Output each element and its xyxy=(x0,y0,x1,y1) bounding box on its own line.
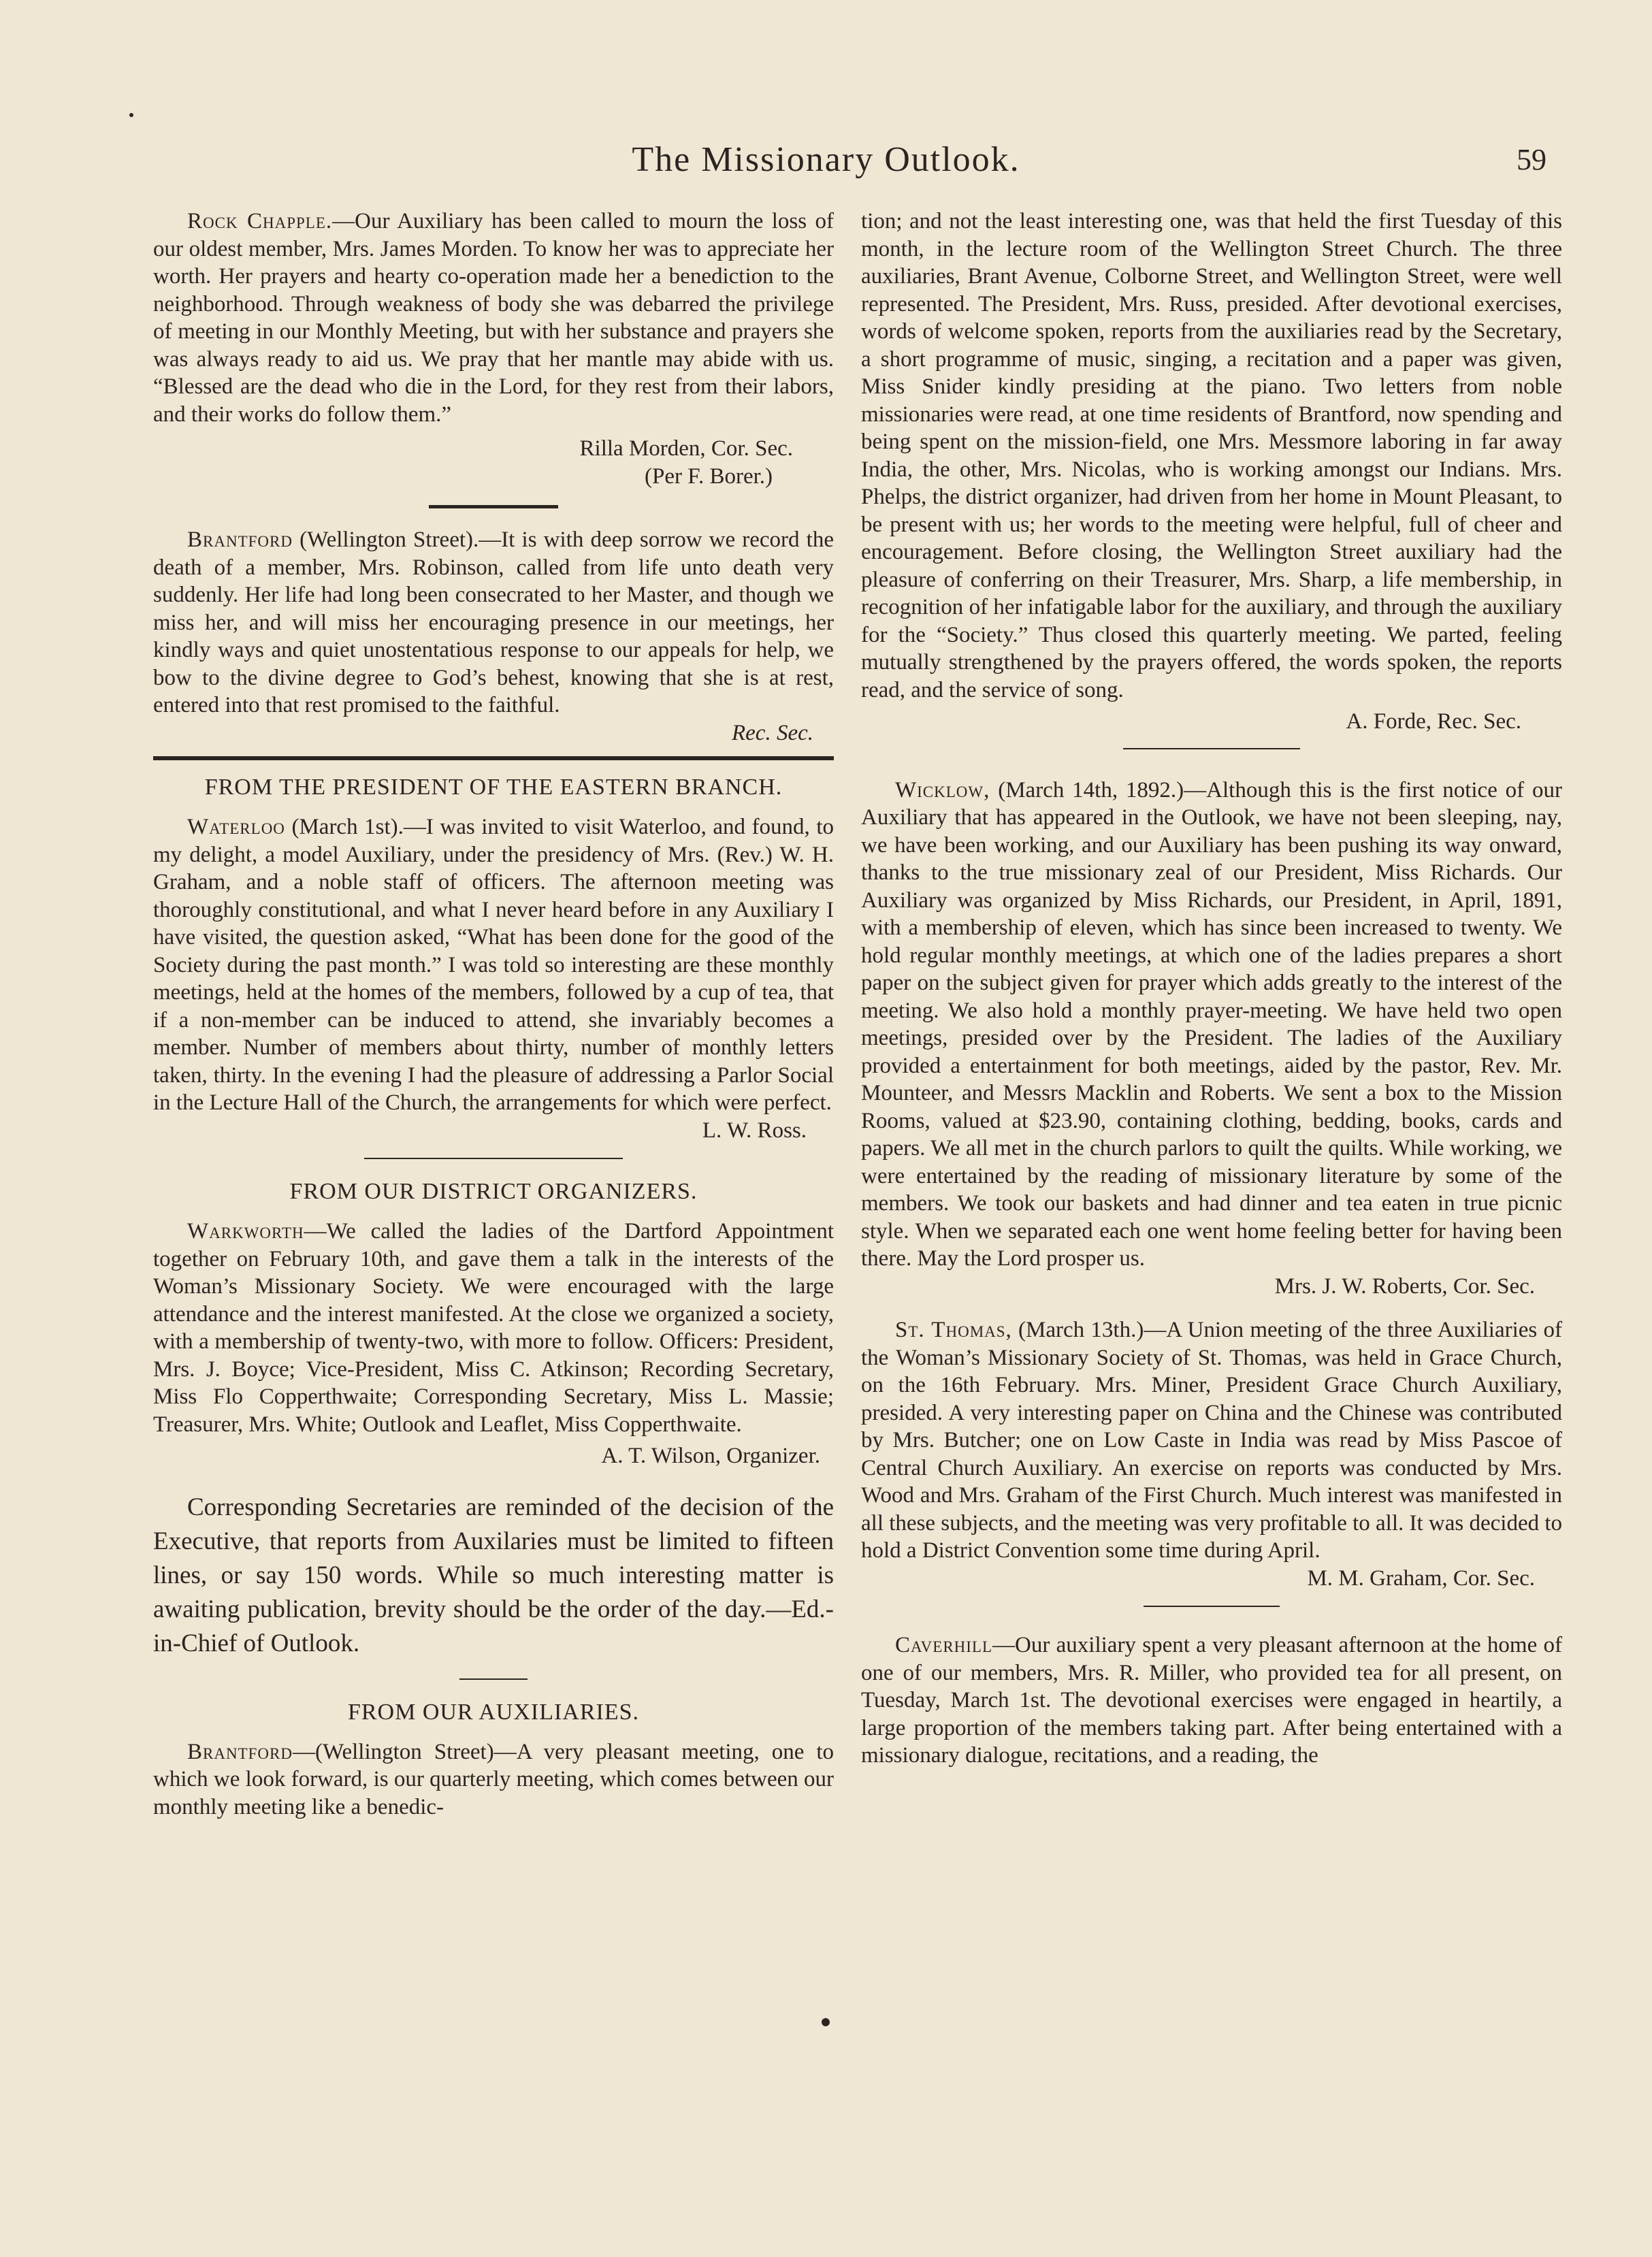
running-title: The Missionary Outlook. xyxy=(632,140,1020,179)
page-number: 59 xyxy=(1517,143,1546,176)
signature: L. W. Ross. xyxy=(702,1118,807,1143)
section-divider xyxy=(429,505,558,508)
report-text: (Wellington Street).—It is with deep sorrow we record the death of a member, Mrs. Robinson, called from life unto death very suddenly. Her life had long been consecrated to her Master, and though we miss her, and will miss her encouraging presence in our meetings, her kindly ways and quiet unostentatious response to our appeals for help, we bow to the divine degree to God’s behest, knowing that she is at rest, entered into that rest promised to the faithful. xyxy=(153,527,834,717)
report-text: (March 14th, 1892.)—Although this is the first notice of our Auxiliary that has appeared in the Outlook, we have not been sleeping, nay, we have been working, and our Auxiliary has been pushing its way onward, thanks to the true missionary zeal of our President, Miss Richards. Our Auxiliary was organized by Miss Richards, our President, in April, 1891, with a membership of eleven, which has since been increased to twenty. We hold regular monthly meetings, at which one of the ladies prepares a short paper on the subject given for prayer which adds greatly to the interest of the meeting. We also hold a monthly prayer-meeting. We have held two open meetings, presided over by the President. The ladies of the Auxiliary provided a entertainment for both meetings, aided by the pastor, Rev. Mr. Mounteer, and Messrs Macklin and Roberts. We sent a box to the Mission Rooms, valued at $23.90, containing clothing, bedding, books, cards and papers. We all met in the church parlors to quilt the quilts. While working, we were entertained by the reading of missionary literature by some of the members. We took our baskets and had dinner and tea eaten in true picnic style. When we separated each one went home feeling better for having been there. May the Lord prosper us. xyxy=(861,777,1562,1271)
signature: Mrs. J. W. Roberts, Cor. Sec. xyxy=(1274,1273,1535,1299)
signature-note: (Per F. Borer.) xyxy=(645,464,773,489)
right-column xyxy=(861,208,1562,1770)
signature: M. M. Graham, Cor. Sec. xyxy=(1307,1565,1535,1591)
report-lead: Wicklow, xyxy=(895,777,990,802)
section-heading-eastern-branch: FROM THE PRESIDENT OF THE EASTERN BRANCH. xyxy=(204,775,783,800)
section-divider-long xyxy=(153,756,834,760)
signature: A. Forde, Rec. Sec. xyxy=(1346,709,1521,734)
report-lead: Brantford xyxy=(187,527,293,552)
report-text: (March 13th.)—A Union meeting of the three Auxiliaries of the Woman’s Missionary Society of St. Thomas, was held in Grace Church, on the 16th February. Mrs. Miner, President Grace Church Auxiliary, presided. A very interesting paper on China and the Chinese was contributed by Mrs. Butcher; one on Low Caste in India was read by Miss Pascoe of Central Church Auxiliary. An exercise on reports was conducted by Mrs. Wood and Mrs. Graham of the First Church. Much interest was manifested in all these subjects, and the meeting was very profitable to all. It was decided to hold a District Convention some time during April. xyxy=(861,1318,1563,1563)
section-divider xyxy=(364,1158,623,1159)
signature: Rilla Morden, Cor. Sec. xyxy=(579,436,793,461)
st-thomas-report xyxy=(861,1316,1562,1565)
brantford-death-report xyxy=(153,526,834,719)
caverhill-report xyxy=(861,1631,1562,1770)
warkworth-report xyxy=(153,1218,834,1438)
signature: A. T. Wilson, Organizer. xyxy=(601,1444,820,1468)
report-text: —(Wellington Street)—A very pleasant meeting, one to which we look forward, is our quarterly meeting, which comes between our monthly meeting like a benedic- xyxy=(153,1739,834,1819)
left-column xyxy=(153,208,834,1821)
wicklow-report xyxy=(861,777,1562,1273)
ink-spot xyxy=(129,113,133,117)
signature: Rec. Sec. xyxy=(732,720,813,745)
section-divider xyxy=(1144,1606,1280,1607)
waterloo-report xyxy=(153,813,834,1117)
rock-chapple-report xyxy=(153,208,834,428)
brantford-quarterly-report xyxy=(153,1738,834,1821)
report-lead: Brantford xyxy=(187,1739,293,1764)
section-heading-auxiliaries: FROM OUR AUXILIARIES. xyxy=(347,1699,640,1725)
ink-spot xyxy=(822,2018,830,2026)
report-text: —Our auxiliary spent a very pleasant afternoon at the home of one of our members, Mrs. R. Miller, who provided tea for all present, on Tuesday, March 1st. The devotional exercises were engaged in heartily, a large proportion of the members taking part. After being entertained with a missionary dialogue, recitations, and a reading, the xyxy=(861,1633,1562,1768)
report-lead: St. Thomas, xyxy=(895,1318,1012,1342)
editorial-notice: Corresponding Secretaries are reminded of the decision of the Executive, that reports from Auxilaries must be limited to fifteen lines, or say 150 words. While so much interesting matter is awaiting publication, brevity should be the order of the day.—Ed.-in-Chief of Outlook. xyxy=(153,1493,834,1657)
section-divider xyxy=(1123,748,1300,749)
report-lead: Warkworth xyxy=(187,1219,304,1244)
report-text: —Our Auxiliary has been called to mourn the loss of our oldest member, Mrs. James Morden. To know her was to appreciate her worth. Her prayers and hearty co-operation made her a benediction to the neighborhood. Through weakness of body she was debarred the privilege of meeting in our Monthly Meeting, but with her substance and prayers she was always ready to aid us. We pray that her mantle may abide with us. “Blessed are the dead who die in the Lord, for they rest from their labors, and their works do follow them.” xyxy=(153,209,835,427)
report-text: (March 1st).—I was invited to visit Waterloo, and found, to my delight, a model Auxiliary, under the presidency of Mrs. (Rev.) W. H. Graham, and a noble staff of officers. The afternoon meeting was thoroughly constitutional, and what I never heard before in any Auxiliary I have visited, the question asked, “What has been done for the good of the Society during the past month.” I was told so interesting are these monthly meetings, held at the homes of the members, followed by a cup of tea, that if a non-member can be induced to attend, she invariably becomes a member. Number of members about thirty, number of monthly letters taken, thirty. In the evening I had the pleasure of addressing a Parlor Social in the Lecture Hall of the Church, the arrangements for which were perfect. xyxy=(153,815,834,1115)
brantford-quarterly-continued: tion; and not the least interesting one, was that held the first Tuesday of this month, in the lecture room of the Wellington Street Church. The three auxiliaries, Brant Avenue, Colborne Street, and Wellington Street, were well represented. The President, Mrs. Russ, presided. After devotional exercises, words of welcome spoken, reports from the auxiliaries read by the Secretary, a short programme of music, singing, a recitation and a paper was given, Miss Snider kindly presiding at the piano. Two letters from noble missionaries were read, at one time residents of Brantford, now spending and being spent on the mission-field, one Mrs. Messmore laboring in far away India, the other, Mrs. Nicolas, who is working amongst our Indians. Mrs. Phelps, the district organizer, had driven from her home in Mount Pleasant, to be present with us; her words to the meeting were helpful, full of cheer and encouragement. Before closing, the Wellington Street auxiliary had the pleasure of conferring on their Treasurer, Mrs. Sharp, a life membership, in recognition of her infatigable labor for the auxiliary, and through the auxiliary for the “Society.” Thus closed this quarterly meeting. We parted, feeling mutually strengthened by the prayers offered, the words spoken, the reports read, and the service of song. xyxy=(861,209,1562,702)
report-text: —We called the ladies of the Dartford Appointment together on February 10th, and gave them a talk in the interests of the Woman’s Missionary Society. We were encouraged with the large attendance and the interest manifested. At the close we organized a society, with a membership of twenty-two, with more to follow. Officers: President, Mrs. J. Boyce; Vice-President, Miss C. Atkinson; Recording Secretary, Miss Flo Copperthwaite; Corresponding Secretary, Miss L. Massie; Treasurer, Mrs. White; Outlook and Leaflet, Miss Copperthwaite. xyxy=(153,1219,834,1437)
section-divider xyxy=(459,1678,528,1680)
page-header xyxy=(0,140,1652,194)
section-heading-district-organizers: FROM OUR DISTRICT ORGANIZERS. xyxy=(289,1179,698,1204)
report-lead: Waterloo xyxy=(187,815,285,839)
report-lead: Caverhill xyxy=(895,1633,993,1657)
report-lead: Rock Chapple. xyxy=(187,209,333,233)
